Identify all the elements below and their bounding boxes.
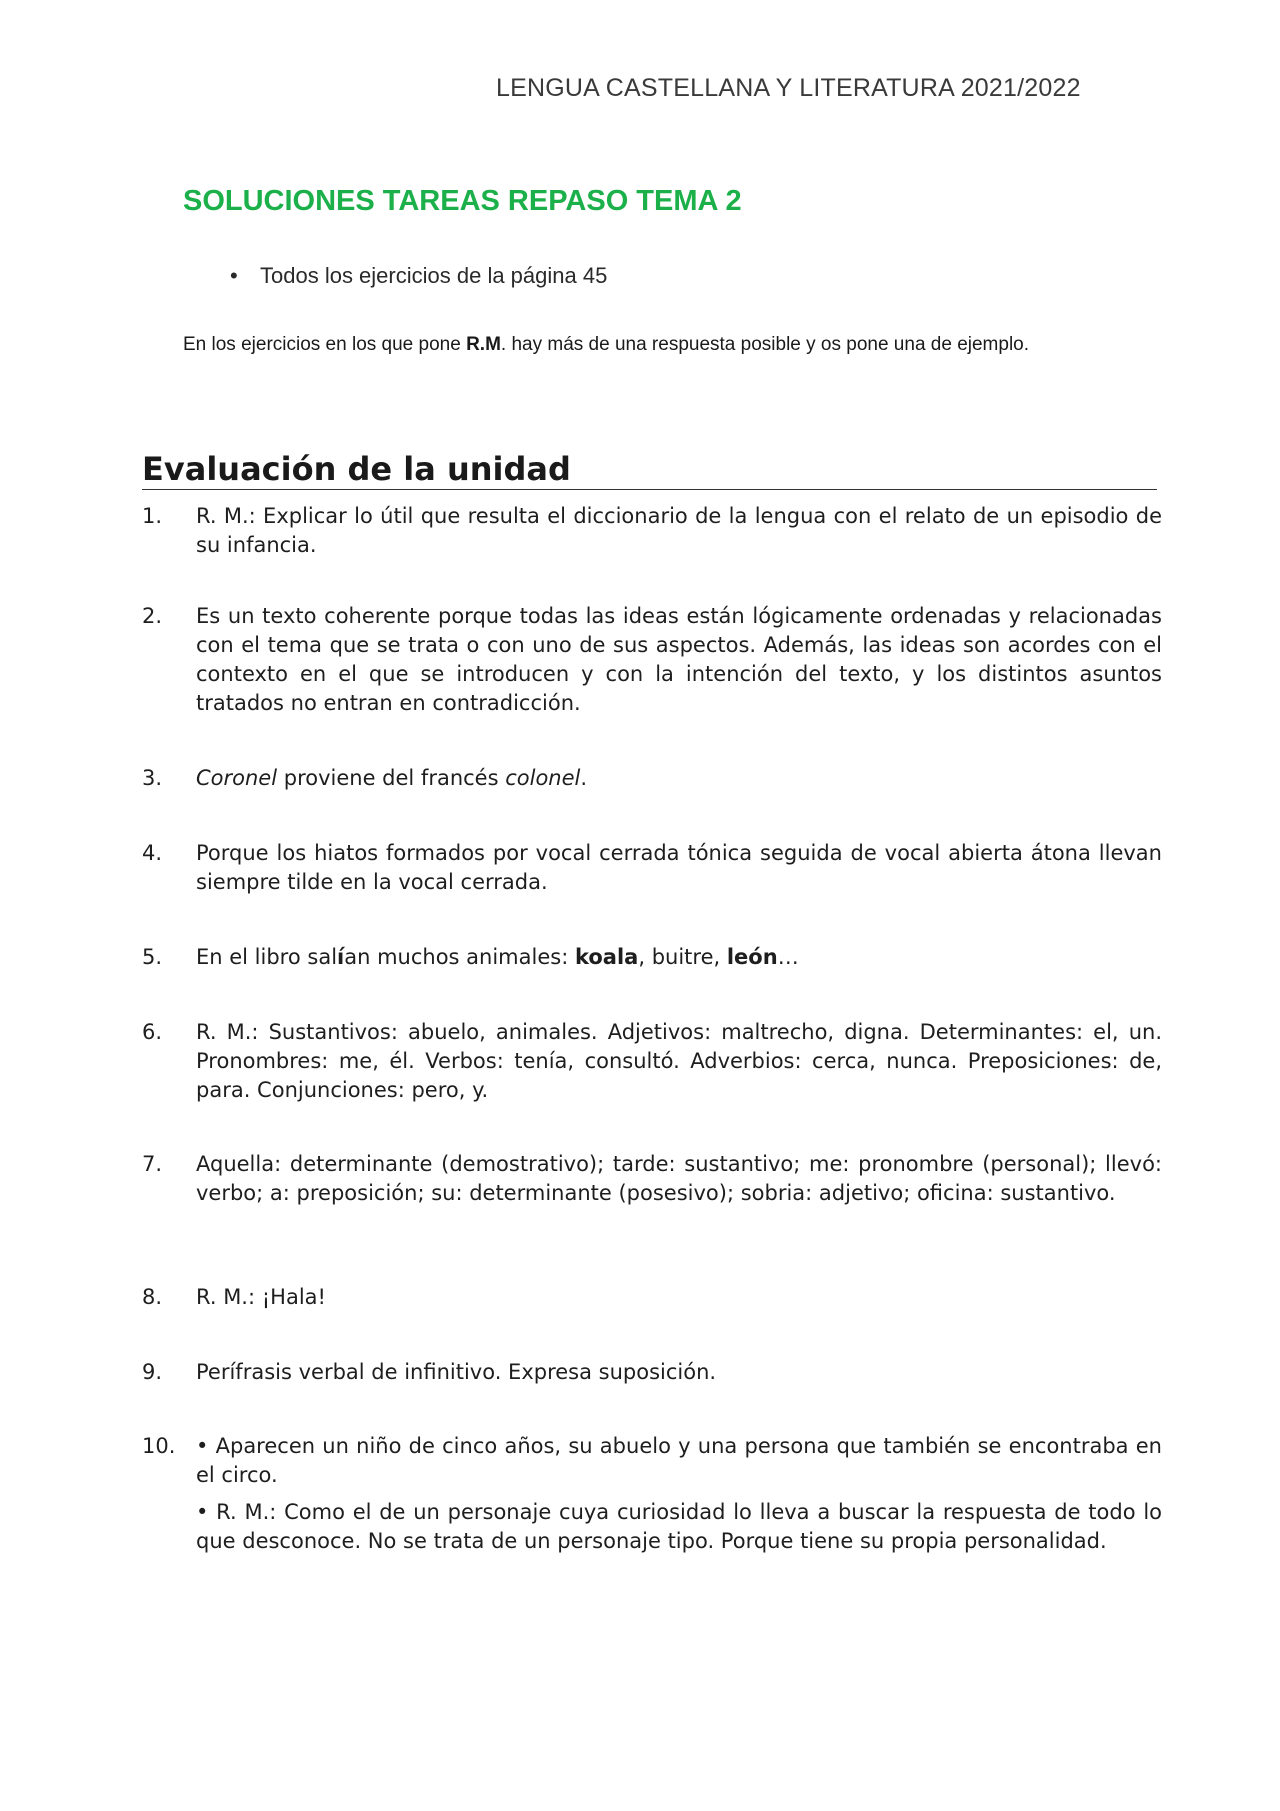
item-text: R. M.: Explicar lo útil que resulta el diccionario de la lengua con el relato de un episodio de su infancia. bbox=[196, 504, 1162, 557]
item-text-end: . bbox=[580, 766, 588, 790]
document-title: SOLUCIONES TAREAS REPASO TEMA 2 bbox=[183, 185, 742, 217]
item-text: Aquella: determinante (demostrativo); tarde: sustantivo; me: pronombre (personal); llevó: verbo; a: preposición; su: determinante (posesivo); sobria: adjetivo; oficina: sustantivo. bbox=[196, 1152, 1162, 1205]
item-paragraph: • Aparecen un niño de cinco años, su abuelo y una persona que también se encontraba en el circo. bbox=[196, 1434, 1162, 1487]
bullet-item bbox=[230, 263, 607, 289]
item-number: 6. bbox=[142, 1020, 163, 1044]
note-text-before: En los ejercicios en los que pone bbox=[183, 334, 467, 355]
note-paragraph bbox=[183, 328, 1083, 361]
section-title: Evaluación de la unidad bbox=[142, 449, 1157, 490]
item-number: 2. bbox=[142, 604, 163, 628]
item-text-part: , buitre, bbox=[638, 945, 727, 969]
list-item bbox=[142, 502, 1162, 560]
item-number: 3. bbox=[142, 766, 163, 790]
item-text-mid: proviene del francés bbox=[277, 766, 506, 790]
note-text-after: . hay más de una respuesta posible y os pone una de ejemplo. bbox=[500, 334, 1030, 355]
item-text-part: an muchos animales: bbox=[344, 945, 575, 969]
italic-word: colonel bbox=[505, 766, 581, 790]
item-text: R. M.: Sustantivos: abuelo, animales. Adjetivos: maltrecho, digna. Determinantes: el, un. Pronombres: me, él. Verbos: tenía, consultó. Adverbios: cerca, nunca. Preposiciones: de, para. Conjunciones: pero, y. bbox=[196, 1020, 1162, 1102]
bullet-icon: • bbox=[230, 263, 238, 288]
list-item bbox=[142, 1018, 1162, 1105]
item-number: 4. bbox=[142, 841, 163, 865]
list-item bbox=[142, 1283, 1162, 1312]
italic-word: Coronel bbox=[196, 766, 278, 790]
item-text-part: … bbox=[777, 945, 799, 969]
item-text-part: En el libro sal bbox=[196, 945, 338, 969]
item-number: 5. bbox=[142, 945, 163, 969]
bold-part: koala bbox=[574, 945, 639, 969]
item-text: Es un texto coherente porque todas las ideas están lógicamente ordenadas y relacionadas con el tema que se trata o con uno de sus aspectos. Además, las ideas son acordes con el contexto en el que se introducen y con la intención del texto, y los distintos asuntos tratados no entran en contradicción. bbox=[196, 604, 1162, 715]
bold-part: león bbox=[726, 945, 778, 969]
item-paragraph: • R. M.: Como el de un personaje cuya curiosidad lo lleva a buscar la respuesta de todo lo que desconoce. No se trata de un personaje tipo. Porque tiene su propia personalidad. bbox=[196, 1500, 1162, 1553]
item-number: 1. bbox=[142, 504, 163, 528]
item-text: Porque los hiatos formados por vocal cerrada tónica seguida de vocal abierta átona llevan siempre tilde en la vocal cerrada. bbox=[196, 841, 1162, 894]
item-number: 8. bbox=[142, 1285, 163, 1309]
item-text: R. M.: ¡Hala! bbox=[196, 1285, 326, 1309]
list-item bbox=[142, 1358, 1162, 1387]
list-item bbox=[142, 764, 1162, 793]
item-number: 10. bbox=[142, 1434, 176, 1458]
bullet-text: Todos los ejercicios de la página 45 bbox=[260, 263, 608, 288]
item-number: 7. bbox=[142, 1152, 163, 1176]
bold-part: í bbox=[337, 945, 345, 969]
item-text bbox=[196, 1432, 1162, 1556]
page-header: LENGUA CASTELLANA Y LITERATURA 2021/2022 bbox=[496, 74, 1081, 102]
list-item bbox=[142, 943, 1162, 972]
item-number: 9. bbox=[142, 1360, 163, 1384]
item-text: Perífrasis verbal de infinitivo. Expresa suposición. bbox=[196, 1360, 717, 1384]
item-text bbox=[196, 943, 1162, 972]
item-text bbox=[196, 764, 1162, 793]
list-item bbox=[142, 839, 1162, 897]
list-item bbox=[142, 1150, 1162, 1208]
list-item bbox=[142, 602, 1162, 718]
note-bold-rm: R.M bbox=[466, 334, 501, 355]
list-item bbox=[142, 1432, 1162, 1556]
